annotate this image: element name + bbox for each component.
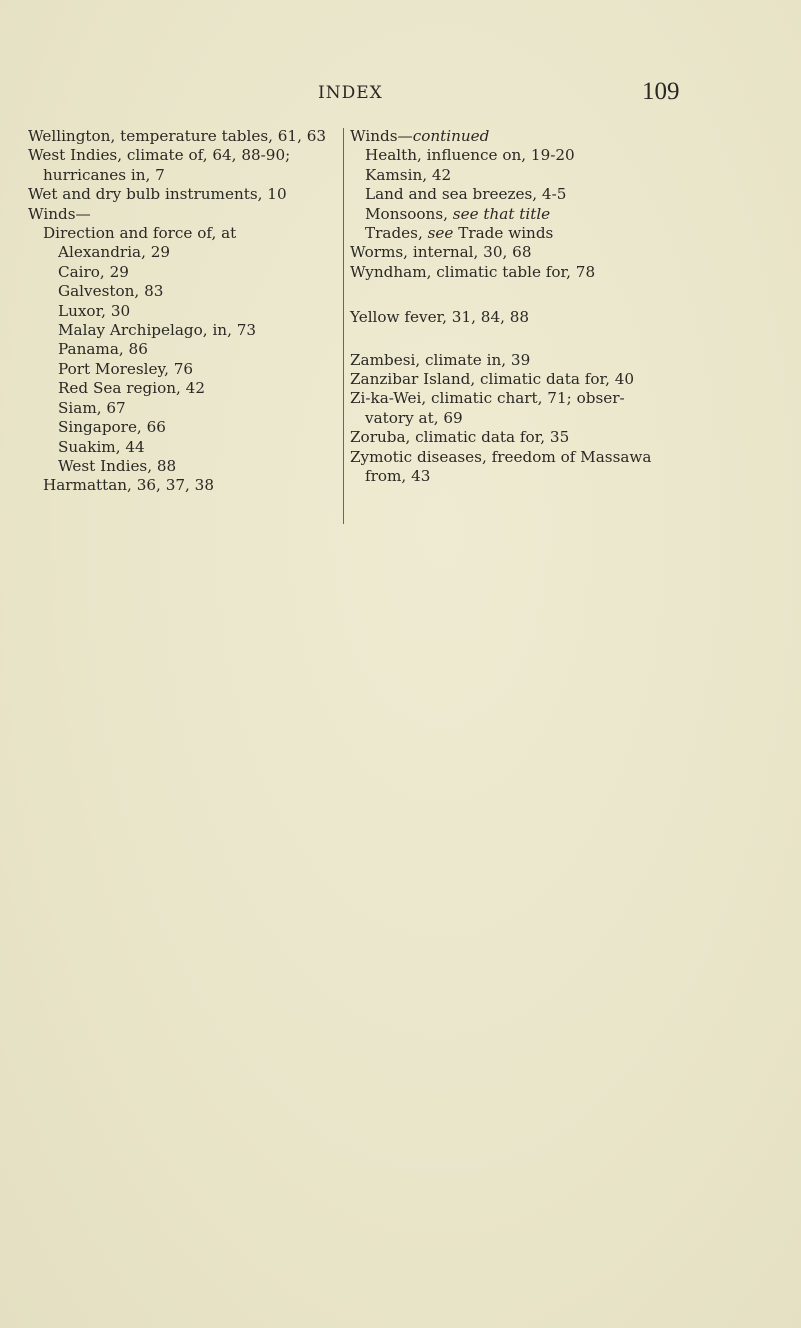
index-entry: Zymotic diseases, freedom of Massawa [350,447,652,466]
index-entry: Zambesi, climate in, 39 [350,350,531,369]
index-entry: Wet and dry bulb instruments, 10 [28,185,287,204]
index-entry-continuation: from, 43 [365,467,431,486]
letter-gap [350,282,680,308]
index-entry-heading: Winds—continued [350,127,490,145]
index-entry: Wellington, temperature tables, 61, 63 [28,127,327,145]
index-entry: Zoruba, climatic data for, 35 [350,428,570,447]
index-entry-continuation: hurricanes in, 7 [43,165,165,184]
index-subentry: Kamsin, 42 [365,165,452,184]
index-entry: West Indies, climate of, 64, 88-90; [28,146,291,165]
column-divider [343,128,344,524]
index-subentry: Direction and force of, at [43,224,237,243]
index-subsubentry: Port Moresley, 76 [58,359,194,378]
index-subentry: Land and sea breezes, 4-5 [365,185,567,204]
index-subsubentry: Red Sea region, 42 [58,379,205,398]
index-subentry: Health, influence on, 19-20 [365,146,575,165]
page-number: 109 [642,78,680,105]
index-subsubentry: Alexandria, 29 [58,243,171,262]
index-subsubentry: Cairo, 29 [58,262,129,281]
index-subsubentry: Galveston, 83 [58,282,164,301]
right-column [350,127,680,487]
index-subentry: Harmattan, 36, 37, 38 [43,476,215,495]
index-subsubentry: Suakim, 44 [58,437,145,456]
index-subsubentry: Malay Archipelago, in, 73 [58,321,257,340]
letter-gap [350,328,680,351]
index-entry: Winds— [28,204,91,223]
index-entry: Wyndham, climatic table for, 78 [350,262,596,281]
index-entry: Zanzibar Island, climatic data for, 40 [350,370,635,389]
index-subsubentry: Siam, 67 [58,398,126,417]
index-entry-continuation: vatory at, 69 [365,408,463,427]
index-subsubentry: Panama, 86 [58,340,148,359]
index-entry: Zi-ka-Wei, climatic chart, 71; obser- [350,389,625,408]
left-column [28,127,342,496]
index-subsubentry: Luxor, 30 [58,301,131,320]
index-subentry: Trades, see Trade winds [365,224,554,243]
index-entry: Worms, internal, 30, 68 [350,243,532,262]
index-subsubentry: Singapore, 66 [58,418,166,437]
index-subentry: Monsoons, see that title [365,204,551,223]
index-subsubentry: West Indies, 88 [58,456,177,475]
running-head-title: INDEX [318,83,383,103]
index-entry: Yellow fever, 31, 84, 88 [350,308,530,327]
